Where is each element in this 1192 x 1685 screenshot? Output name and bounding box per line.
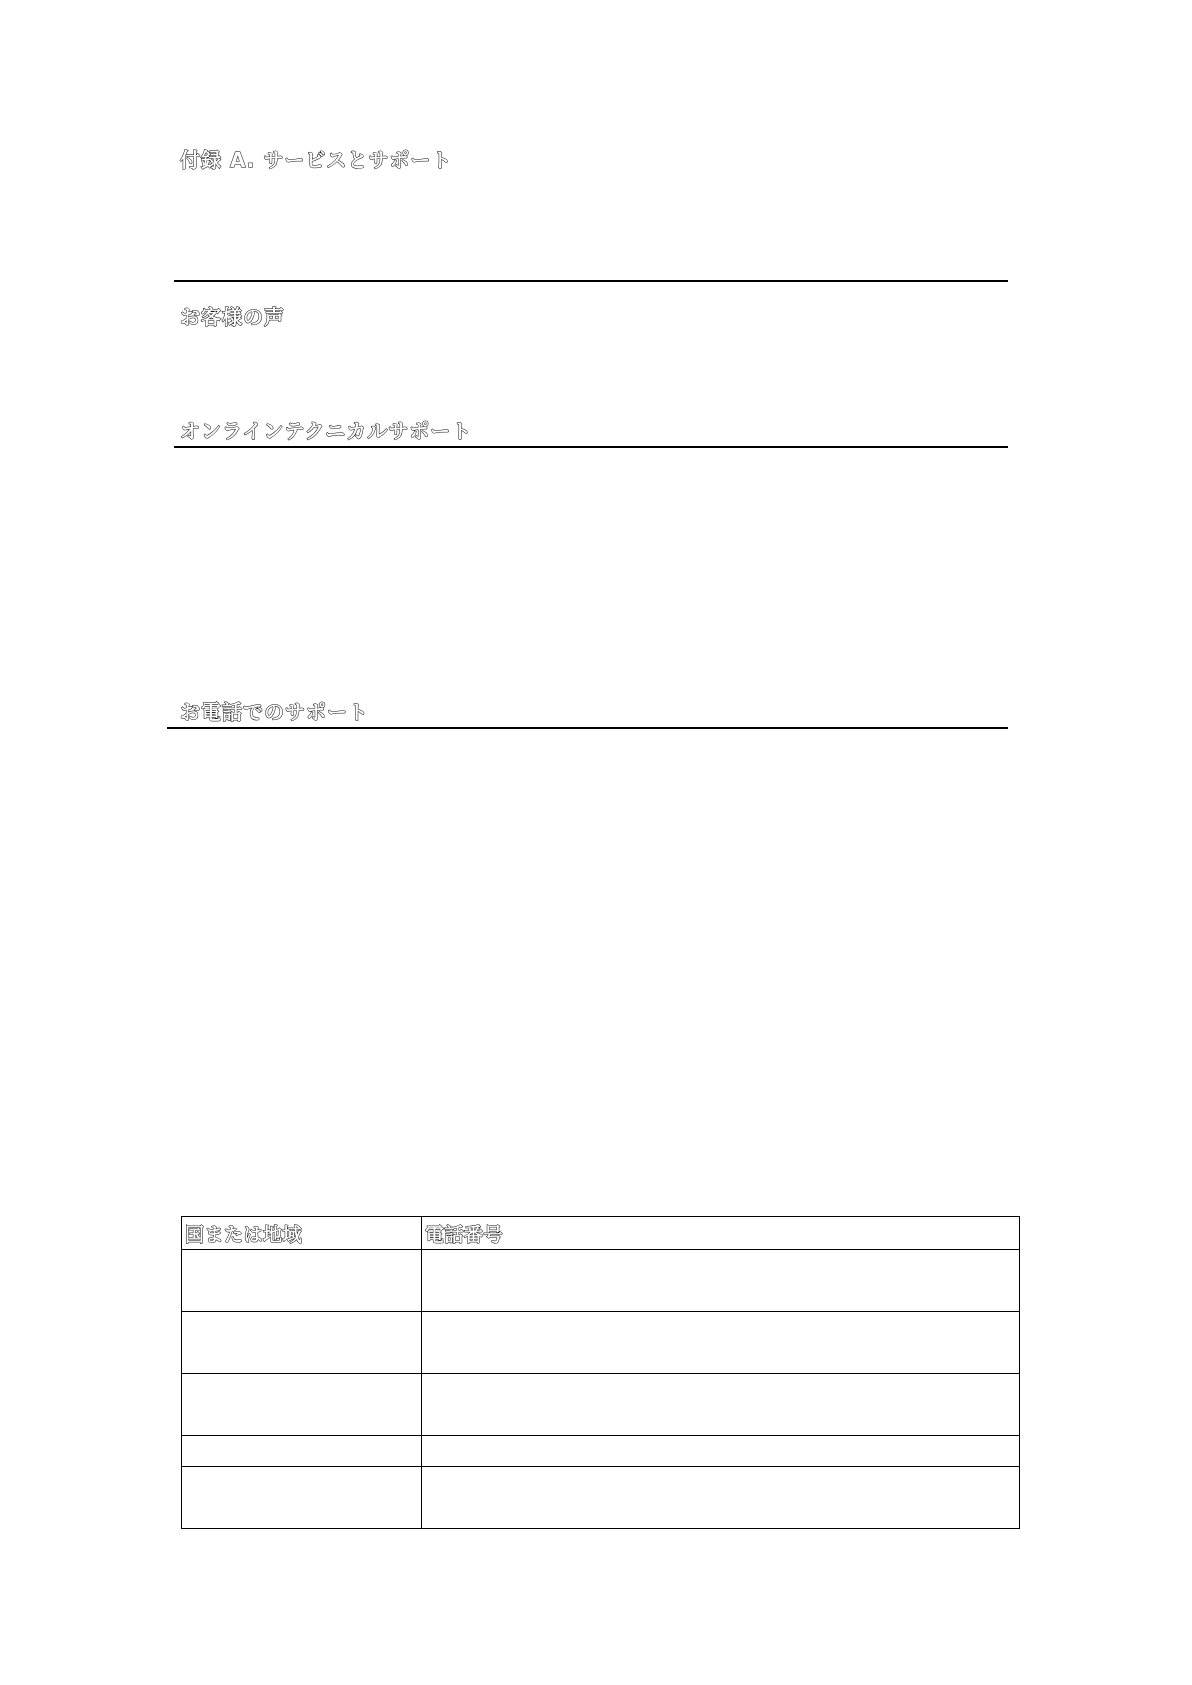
- column-header-label: 電話番号: [425, 1223, 504, 1246]
- section-divider: [174, 280, 1008, 282]
- phone-cell: [422, 1374, 1020, 1436]
- column-header-country: [182, 1217, 422, 1250]
- section-divider: [174, 446, 1008, 448]
- section-title-online-support: オンラインテクニカルサポート: [180, 419, 473, 443]
- table-row: [182, 1436, 1020, 1467]
- table-header-row: [182, 1217, 1020, 1250]
- column-header-phone: [422, 1217, 1020, 1250]
- table-row: [182, 1467, 1020, 1529]
- country-cell: [182, 1250, 422, 1312]
- country-cell: [182, 1374, 422, 1436]
- country-cell: [182, 1467, 422, 1529]
- table-row: [182, 1250, 1020, 1312]
- country-cell: [182, 1312, 422, 1374]
- section-divider: [167, 727, 1008, 729]
- phone-support-table: [181, 1216, 1020, 1529]
- table-row: [182, 1374, 1020, 1436]
- country-cell: [182, 1436, 422, 1467]
- phone-cell: [422, 1436, 1020, 1467]
- phone-cell: [422, 1312, 1020, 1374]
- section-title-customer-voice: お客様の声: [180, 305, 285, 329]
- column-header-label: 国または地域: [185, 1223, 303, 1246]
- section-title-phone-support: お電話でのサポート: [180, 700, 369, 724]
- phone-cell: [422, 1467, 1020, 1529]
- table-row: [182, 1312, 1020, 1374]
- phone-cell: [422, 1250, 1020, 1312]
- chapter-title: 付録 A. サービスとサポート: [180, 148, 453, 172]
